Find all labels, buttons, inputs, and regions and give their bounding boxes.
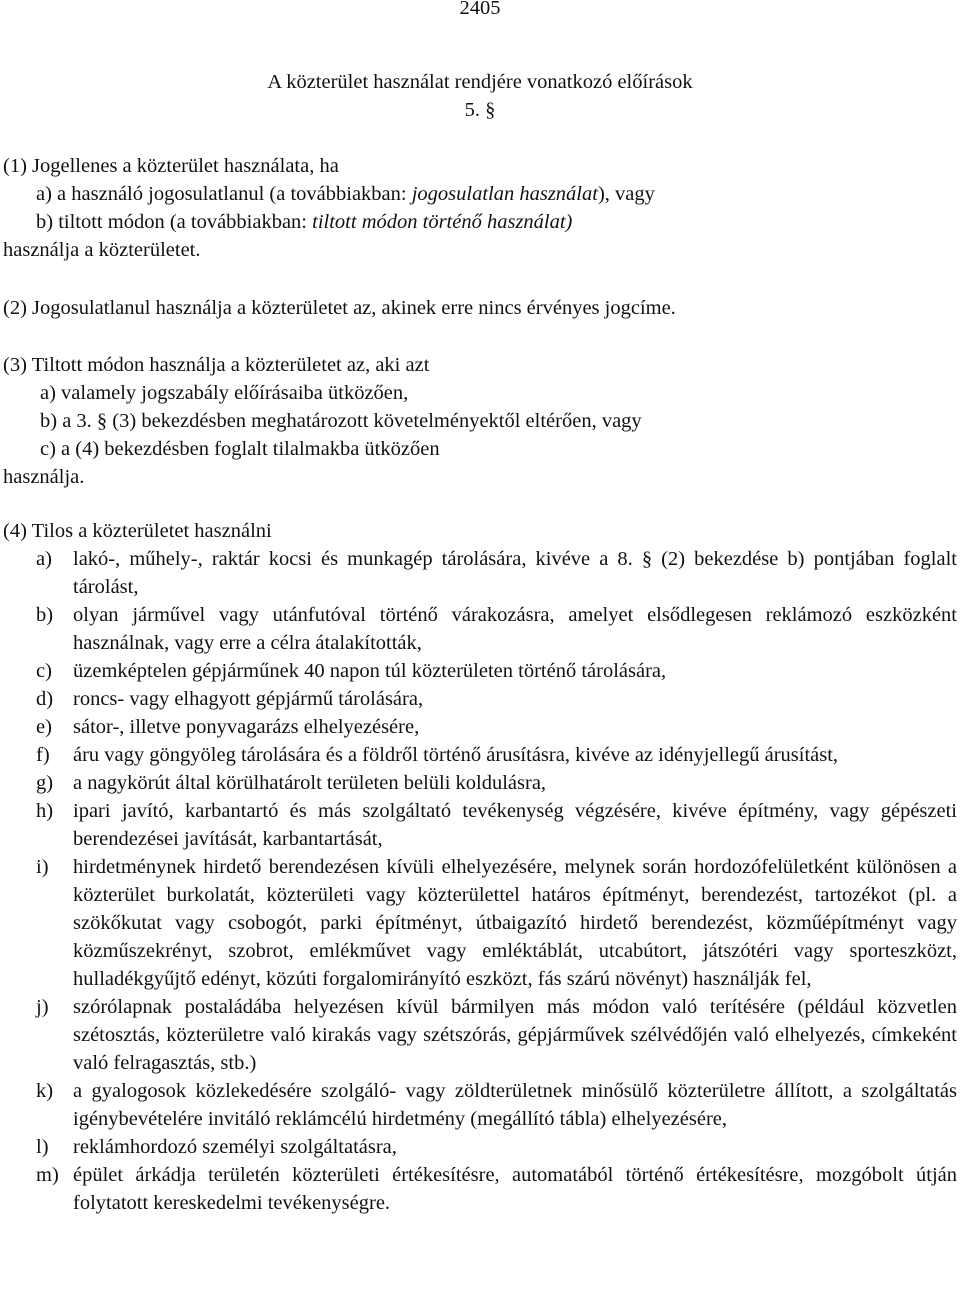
paragraph-1-point-b: b) tiltott módon (a továbbiakban: tiltott módon történő használat) — [36, 211, 573, 233]
paragraph-4-intro: (4) Tilos a közterületet használni — [3, 520, 272, 542]
list-item-d — [3, 685, 957, 713]
list-item-i — [3, 853, 957, 993]
list-item-label: e) — [36, 716, 52, 738]
list-item-b — [3, 601, 957, 657]
paragraph-3-point-a: a) valamely jogszabály előírásaiba ütközően, — [40, 382, 409, 404]
list-item-label: d) — [36, 688, 54, 710]
list-item-label: i) — [36, 856, 49, 878]
list-item-label: f) — [36, 744, 50, 766]
list-item-text: reklámhordozó személyi szolgáltatásra, — [73, 1136, 397, 1158]
list-item-text: szórólapnak postaládába helyezésen kívül bármilyen más módon való terítésére (például közvetlen szétosztás, közterületre való kirakás vagy szétszórás, gépjárművek szélvédőjén való elhelyezés, címkeként való felragasztás, stb.) — [73, 996, 957, 1074]
list-item-label: m) — [36, 1164, 59, 1186]
paragraph-3 — [3, 351, 957, 491]
list-item-text: üzemképtelen gépjárműnek 40 napon túl közterületen történő tárolására, — [73, 660, 667, 682]
list-item-label: g) — [36, 772, 54, 794]
list-item-text: ipari javító, karbantartó és más szolgáltató tevékenység végzésére, kivéve építmény, vagy gépészeti berendezései javítását, karbantartását, — [73, 800, 957, 850]
list-item-text: sátor-, illetve ponyvagarázs elhelyezésére, — [73, 716, 420, 738]
paragraph-2 — [3, 294, 957, 322]
paragraph-3-closing: használja. — [3, 466, 85, 488]
paragraph-1-point-a: a) a használó jogosulatlanul (a továbbiakban: jogosulatlan használat), vagy — [36, 183, 655, 205]
list-item-h — [3, 797, 957, 853]
list-item-label: l) — [36, 1136, 49, 1158]
list-item-label: h) — [36, 800, 54, 822]
page-title: A közterület használat rendjére vonatkozó előírások — [267, 71, 693, 93]
list-item-text: áru vagy göngyöleg tárolására és a földről történő árusításra, kivéve az idényjellegű árusítást, — [73, 744, 839, 766]
list-item-label: a) — [36, 548, 52, 570]
list-item-text: épület árkádja területén közterületi értékesítésre, automatából történő értékesítésre, mozgóbolt útján folytatott kereskedelmi tevékenységre. — [73, 1164, 957, 1214]
list-item-text: a nagykörút által körülhatárolt területen belüli koldulásra, — [73, 772, 547, 794]
list-item-label: k) — [36, 1080, 54, 1102]
list-item-l — [3, 1133, 957, 1161]
list-item-text: hirdetménynek hirdető berendezésen kívüli elhelyezésére, melynek során hordozófelületként különösen a közterület burkolatát, közterületi vagy közterülettel határos építményt, berendezést, tartozékot (pl. a szökőkutat vagy csobogót, parki építményt, útbaigazító hirdető berendezést, közműépítményt vagy közműszekrényt, szobrot, emlékművet vagy emléktáblát, utcabútort, játszótéri vagy sporteszközt, hulladékgyűjtő edényt, közúti forgalomirányító eszközt, fás szárú növényt) használják fel, — [73, 856, 957, 990]
list-item-c — [3, 657, 957, 685]
list-item-f — [3, 741, 957, 769]
paragraph-1 — [3, 152, 957, 264]
paragraph-3-intro: (3) Tiltott módon használja a közterületet az, aki azt — [3, 354, 430, 376]
list-item-e — [3, 713, 957, 741]
paragraph-2-text: (2) Jogosulatlanul használja a közterületet az, akinek erre nincs érvényes jogcíme. — [3, 297, 676, 319]
list-item-text: lakó-, műhely-, raktár kocsi és munkagép tárolására, kivéve a 8. § (2) bekezdése b) pontjában foglalt tárolást, — [73, 548, 957, 598]
list-item-g — [3, 769, 957, 797]
list-item-k — [3, 1077, 957, 1133]
page-number: 2405 — [459, 0, 501, 19]
list-item-text: olyan járművel vagy utánfutóval történő várakozásra, amelyet elsődlegesen reklámozó eszközként használnak, vagy erre a célra átalakították, — [73, 604, 957, 654]
list-item-text: roncs- vagy elhagyott gépjármű tárolására, — [73, 688, 424, 710]
paragraph-3-point-b: b) a 3. § (3) bekezdésben meghatározott követelményektől eltérően, vagy — [40, 410, 642, 432]
list-item-text: a gyalogosok közlekedésére szolgáló- vagy zöldterületnek minősülő közterületre állított, a szolgáltatás igénybevételére invitáló reklámcélú hirdetmény (megállító tábla) elhelyezésére, — [73, 1080, 957, 1130]
paragraph-1-closing: használja a közterületet. — [3, 239, 201, 261]
list-item-label: c) — [36, 660, 52, 682]
paragraph-1-intro: (1) Jogellenes a közterület használata, ha — [3, 155, 339, 177]
list-item-j — [3, 993, 957, 1077]
list-item-label: b) — [36, 604, 54, 626]
paragraph-4 — [3, 517, 957, 1217]
list-item-label: j) — [36, 996, 49, 1018]
section-number: 5. § — [464, 99, 496, 121]
paragraph-3-point-c: c) a (4) bekezdésben foglalt tilalmakba ütközően — [40, 438, 440, 460]
list-item-m — [3, 1161, 957, 1217]
list-item-a — [3, 545, 957, 601]
